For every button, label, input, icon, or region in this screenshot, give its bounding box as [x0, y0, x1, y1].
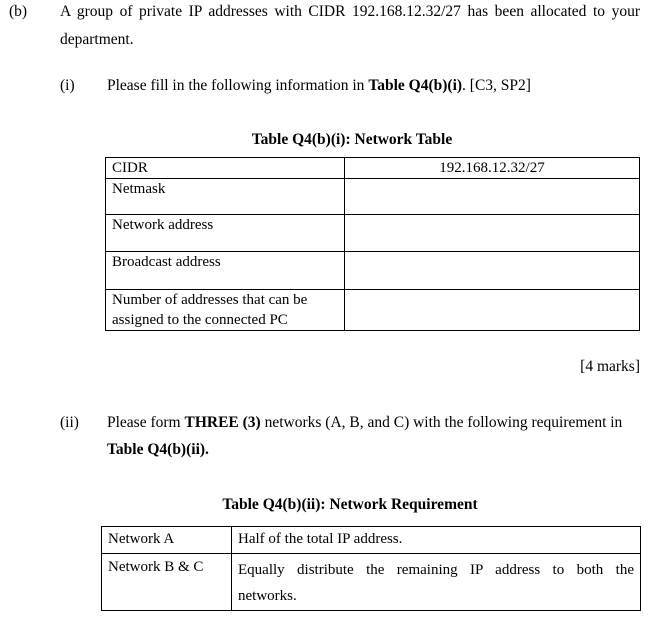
part-i-label: (i) [60, 77, 75, 94]
table1-cell-value[interactable] [345, 252, 640, 290]
part-ii-instruction [107, 414, 640, 432]
part-b-text-line1: A group of private IP addresses with CIDR 192.168.12.32/27 has been allocated to your [60, 3, 640, 20]
table1-cell-value[interactable] [345, 215, 640, 252]
table1-cell-value: 192.168.12.32/27 [345, 158, 640, 179]
table-row [106, 252, 640, 290]
table-row [102, 527, 641, 554]
network-table [105, 157, 640, 331]
table1-cell-value[interactable] [345, 179, 640, 215]
part-b-label: (b) [9, 3, 28, 20]
table2-cell-requirement [232, 554, 641, 611]
table1-cell-label: CIDR [106, 158, 345, 179]
part-i-table-ref: Table Q4(b)(i) [368, 77, 463, 94]
table-row [106, 290, 640, 331]
table1-cell-label: Network address [106, 215, 345, 252]
part-ii-text-before: Please form [107, 414, 185, 431]
part-ii-text-after: networks (A, B, and C) with the following requirement in [260, 414, 623, 431]
table1-caption: Table Q4(b)(i): Network Table [251, 131, 453, 148]
table1-cell-label: Netmask [106, 179, 345, 215]
table1-cell-value[interactable] [345, 290, 640, 331]
part-i-text-before: Please fill in the following information in [107, 77, 369, 94]
table2-cell-network: Network B & C [102, 554, 232, 611]
network-requirement-table [101, 526, 641, 611]
table1-label-line2: assigned to the connected PC [112, 312, 288, 328]
table-row [106, 158, 640, 179]
part-i-text-after: . [C3, SP2] [462, 77, 531, 94]
table2-caption: Table Q4(b)(ii): Network Requirement [222, 496, 478, 513]
table2-cell-network: Network A [102, 527, 232, 554]
table1-label-line1: Number of addresses that can be [112, 292, 308, 308]
table1-cell-label: Broadcast address [106, 252, 345, 290]
table2-requirement-line2: networks. [238, 588, 297, 604]
marks-label: [4 marks] [580, 358, 640, 375]
part-ii-label: (ii) [60, 414, 79, 431]
table-row [106, 215, 640, 252]
table1-cell-label [106, 290, 345, 331]
part-ii-table-ref: Table Q4(b)(ii). [107, 441, 209, 458]
table2-requirement-line1: Equally distribute the remaining IP address to both the [238, 562, 634, 578]
table-row [106, 179, 640, 215]
table-row [102, 554, 641, 611]
part-i-instruction [107, 77, 531, 95]
part-ii-three: THREE (3) [184, 414, 261, 431]
part-b-text-line2: department. [60, 31, 134, 48]
table2-cell-requirement: Half of the total IP address. [232, 527, 641, 554]
